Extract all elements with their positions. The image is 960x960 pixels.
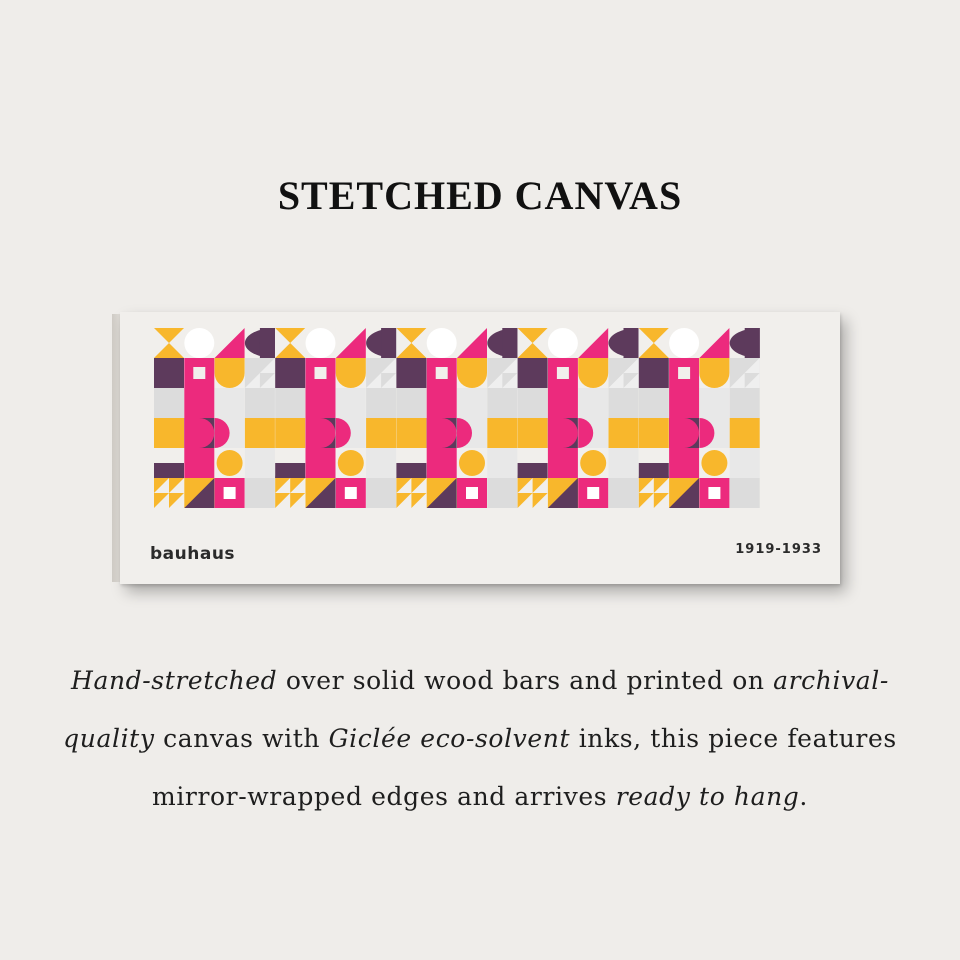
pattern-shape	[366, 478, 396, 508]
pattern-shape	[245, 478, 275, 508]
pattern-shape	[315, 367, 327, 379]
pattern-shape	[487, 418, 517, 448]
pattern-shape	[245, 418, 275, 448]
pattern-shape	[701, 450, 727, 476]
pattern-shape	[609, 478, 639, 508]
pattern-shape	[306, 448, 336, 478]
pattern-shape	[396, 418, 426, 448]
pattern-shape	[609, 448, 639, 478]
pattern-shape	[609, 418, 639, 448]
pattern-shape	[518, 358, 548, 388]
pattern-shape	[396, 388, 426, 418]
pattern-shape	[487, 478, 517, 508]
pattern-shape	[345, 487, 357, 499]
pattern-shape	[518, 418, 548, 448]
pattern-shape	[730, 418, 760, 448]
pattern-shape	[699, 358, 729, 388]
pattern-shape	[427, 328, 457, 358]
pattern-shape	[548, 448, 578, 478]
pattern-shape	[678, 367, 690, 379]
pattern-shape	[215, 358, 245, 388]
pattern-shape	[275, 358, 305, 388]
pattern-shape	[275, 388, 305, 418]
pattern-shape	[366, 418, 396, 448]
pattern-shape	[306, 328, 336, 358]
pattern-shape	[260, 328, 275, 358]
pattern-shape	[427, 388, 457, 418]
pattern-shape	[215, 388, 245, 418]
pattern-shape	[580, 450, 606, 476]
pattern-shape	[624, 328, 639, 358]
desc-text-2: canvas with	[154, 724, 329, 753]
canvas-face	[120, 312, 840, 584]
pattern-shape	[518, 388, 548, 418]
pattern-shape	[487, 448, 517, 478]
pattern-shape	[184, 328, 214, 358]
pattern-shape	[193, 367, 205, 379]
pattern-shape	[436, 367, 448, 379]
pattern-shape	[557, 367, 569, 379]
desc-text-3: inks, this piece features mirror-wrapped edges and arrives	[152, 724, 897, 811]
years-label: 1919-1933	[735, 542, 822, 557]
pattern-shape	[154, 463, 184, 478]
pattern-shape	[578, 388, 608, 418]
pattern-shape	[708, 487, 720, 499]
pattern-shape	[587, 487, 599, 499]
pattern-shape	[669, 328, 699, 358]
pattern-shape	[338, 450, 364, 476]
pattern-shape	[548, 388, 578, 418]
pattern-shape	[459, 450, 485, 476]
pattern-shape	[184, 448, 214, 478]
pattern-shape	[381, 328, 396, 358]
pattern-shape	[578, 358, 608, 388]
pattern-shape	[306, 418, 336, 448]
pattern-shape	[184, 388, 214, 418]
pattern-shape	[699, 388, 729, 418]
pattern-shape	[639, 463, 669, 478]
pattern-shape	[730, 448, 760, 478]
pattern-shape	[224, 487, 236, 499]
pattern-shape	[396, 358, 426, 388]
desc-italic-ready: ready to hang	[615, 782, 800, 811]
pattern-shape	[154, 358, 184, 388]
pattern-shape	[366, 448, 396, 478]
pattern-shape	[275, 418, 305, 448]
desc-italic-giclee: Giclée eco-solvent	[328, 724, 571, 753]
pattern-shape	[457, 388, 487, 418]
pattern-shape	[745, 328, 760, 358]
pattern-shape	[466, 487, 478, 499]
pattern-shape	[366, 388, 396, 418]
desc-text-1: over solid wood bars and printed on	[277, 666, 774, 695]
pattern-shape	[669, 418, 699, 448]
pattern-shape	[548, 418, 578, 448]
pattern-shape	[548, 328, 578, 358]
pattern-shape	[154, 388, 184, 418]
pattern-shape	[275, 463, 305, 478]
desc-italic-archival: archival-quality	[63, 666, 889, 753]
pattern-shape	[487, 388, 517, 418]
canvas-product-image	[112, 312, 840, 584]
desc-italic-hand-stretched: Hand-stretched	[71, 666, 278, 695]
pattern-shape	[336, 358, 366, 388]
pattern-shape	[518, 463, 548, 478]
pattern-shape	[457, 358, 487, 388]
desc-text-4: .	[799, 782, 808, 811]
pattern-shape	[427, 448, 457, 478]
pattern-shape	[669, 388, 699, 418]
pattern-shape	[730, 478, 760, 508]
pattern-shape	[154, 418, 184, 448]
pattern-shape	[730, 388, 760, 418]
brand-label: bauhaus	[150, 544, 236, 564]
pattern-shape	[669, 448, 699, 478]
pattern-shape	[245, 448, 275, 478]
description-paragraph	[60, 652, 900, 826]
pattern-shape	[336, 388, 366, 418]
pattern-shape	[639, 358, 669, 388]
pattern-shape	[639, 388, 669, 418]
pattern-shape	[396, 463, 426, 478]
pattern-shape	[639, 418, 669, 448]
page-title: STETCHED CANVAS	[277, 173, 683, 218]
pattern-shape	[217, 450, 243, 476]
pattern-shape	[502, 328, 517, 358]
pattern-shape	[245, 388, 275, 418]
pattern-shape	[427, 418, 457, 448]
pattern-shape	[184, 418, 214, 448]
pattern-shape	[306, 388, 336, 418]
pattern-shape	[609, 388, 639, 418]
